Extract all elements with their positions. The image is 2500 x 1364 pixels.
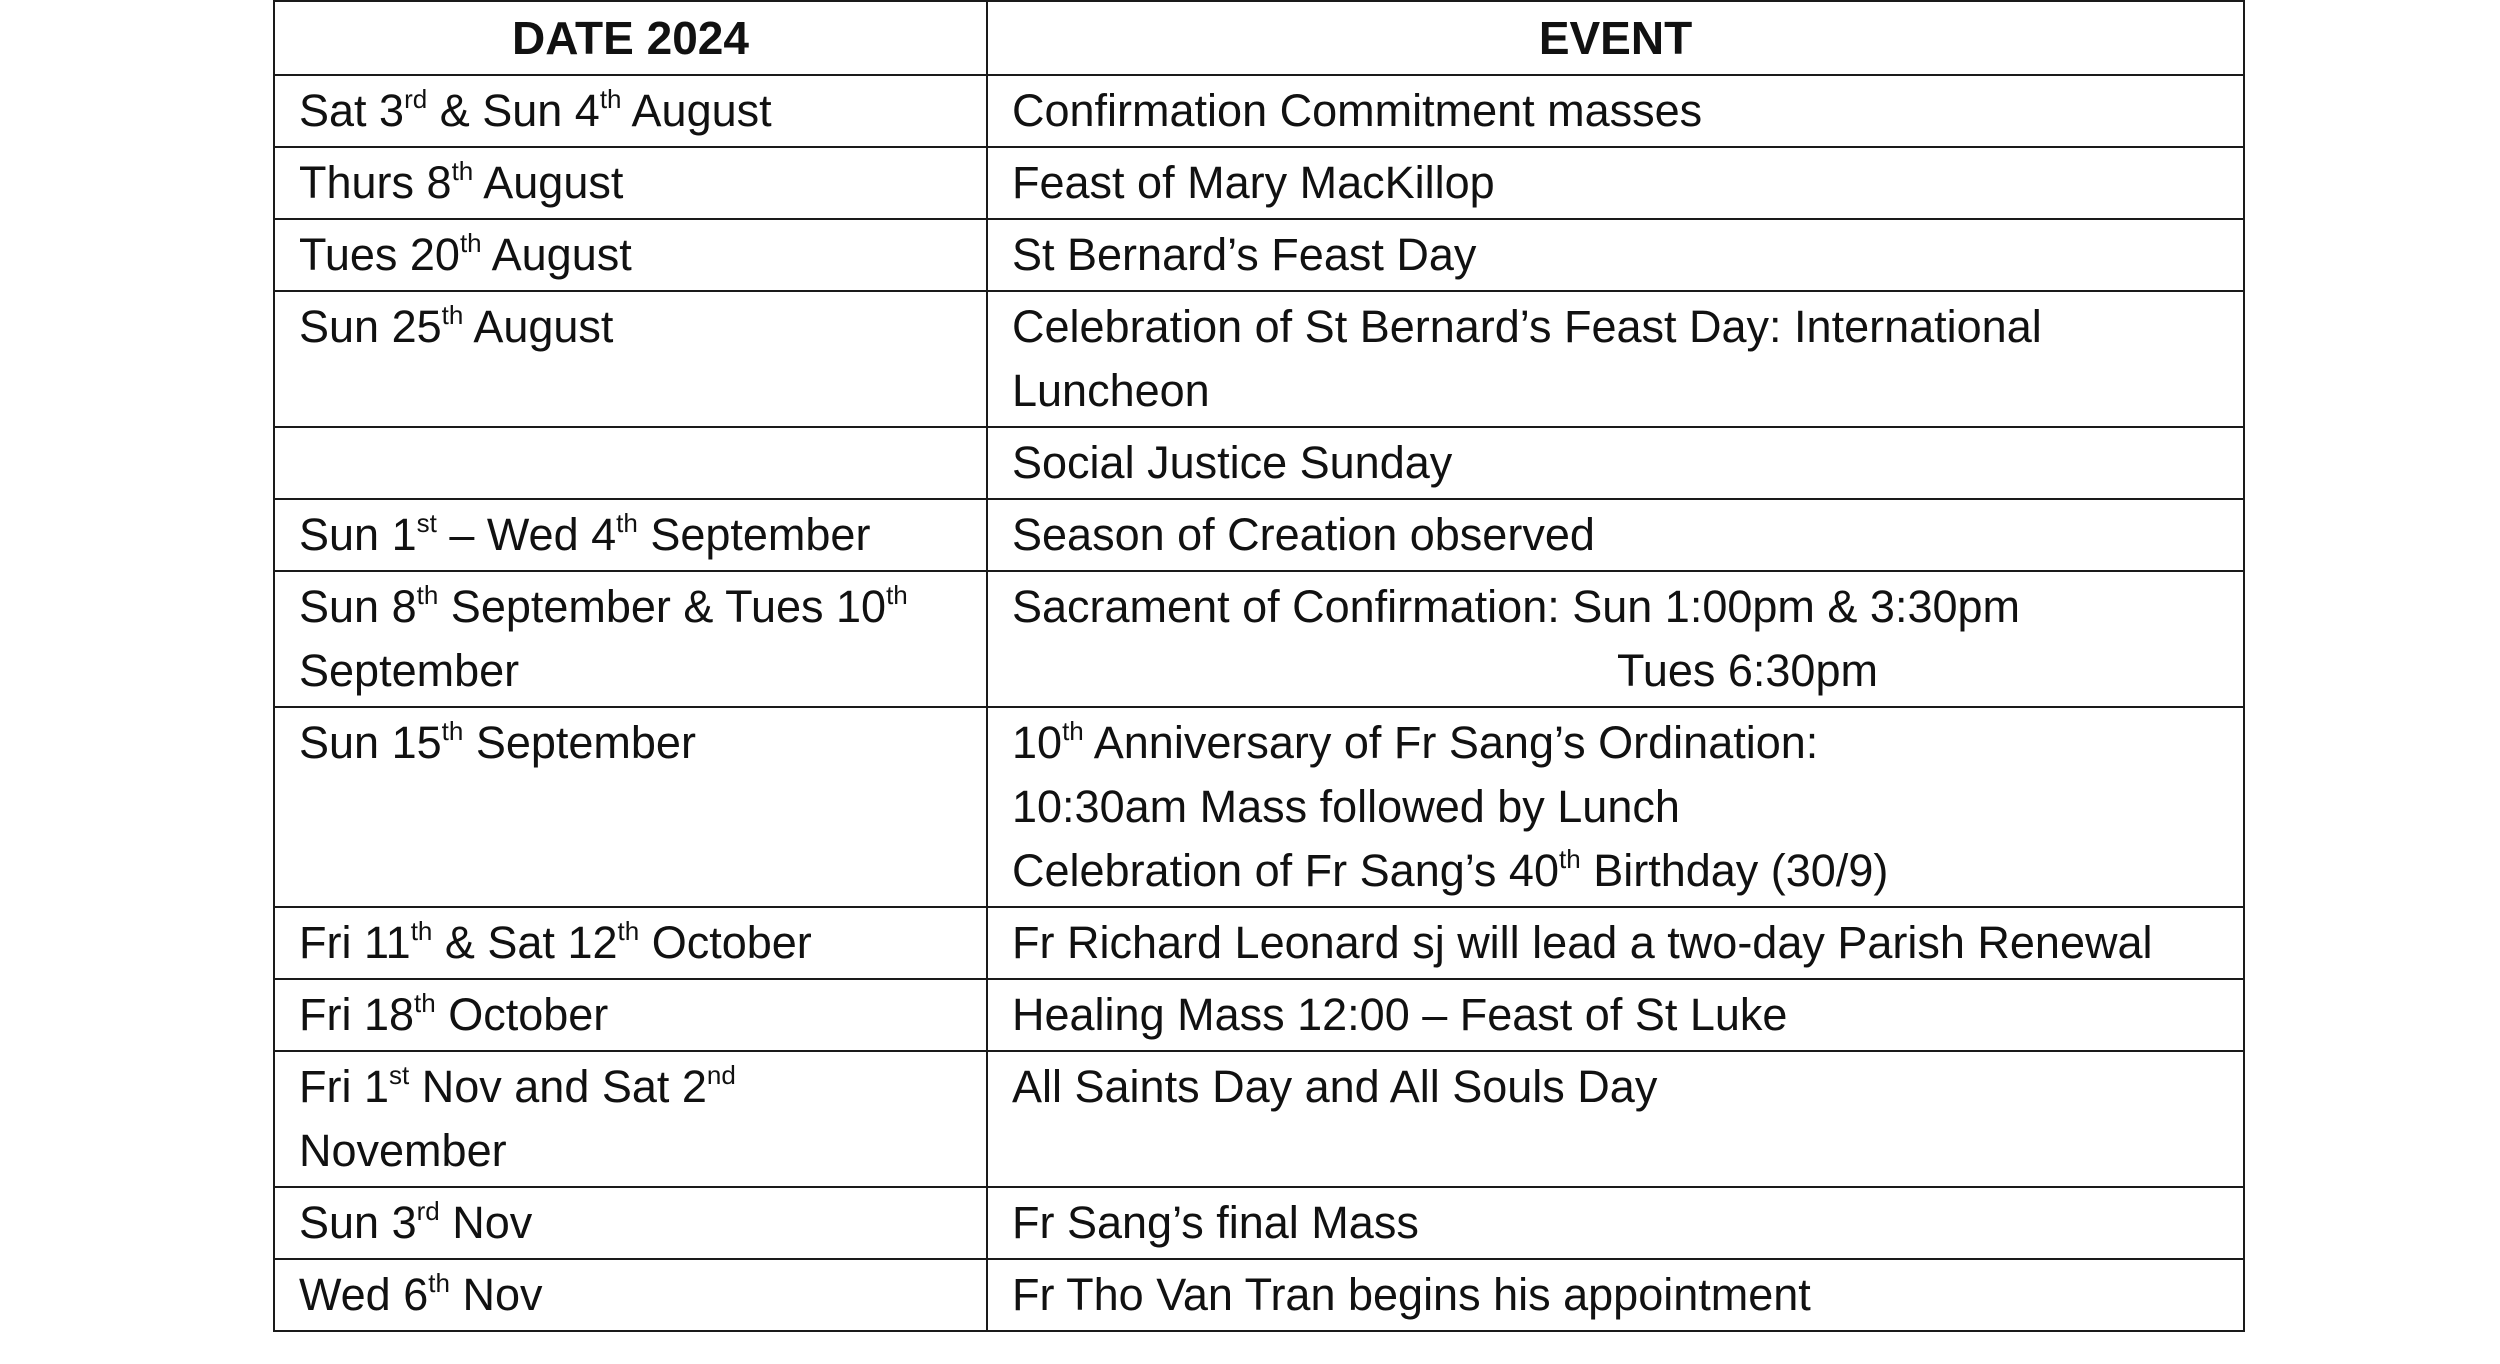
table-row [274, 291, 2244, 427]
ordinal-suffix: st [389, 1060, 410, 1090]
event-cell [987, 499, 2244, 571]
cell-text-line: Fri 11th & Sat 12th October [299, 916, 812, 968]
table-row [274, 427, 2244, 499]
event-cell [987, 979, 2244, 1051]
cell-text-line: Fri 1st Nov and Sat 2nd [299, 1060, 736, 1112]
ordinal-suffix: rd [404, 84, 428, 114]
table-row [274, 75, 2244, 147]
date-cell [274, 571, 987, 707]
ordinal-suffix: th [1559, 844, 1581, 874]
table-row [274, 571, 2244, 707]
table-row [274, 219, 2244, 291]
event-cell [987, 219, 2244, 291]
table-header-row [274, 1, 2244, 75]
ordinal-suffix: th [1062, 716, 1084, 746]
cell-text-line: St Bernard’s Feast Day [1012, 229, 1477, 280]
cell-text-line: Confirmation Commitment masses [1012, 85, 1703, 136]
date-cell [274, 907, 987, 979]
event-cell [987, 571, 2244, 707]
cell-text-line: Luncheon [1012, 365, 1210, 416]
ordinal-suffix: th [414, 988, 436, 1018]
table-row [274, 499, 2244, 571]
ordinal-suffix: th [616, 508, 638, 538]
cell-text-line: Sun 1st – Wed 4th September [299, 508, 871, 560]
ordinal-suffix: th [428, 1268, 450, 1298]
cell-text-line: Tues 6:30pm [1617, 645, 1878, 696]
event-cell [987, 291, 2244, 427]
cell-text-line: November [299, 1125, 507, 1176]
cell-text-line: Sun 8th September & Tues 10th [299, 580, 908, 632]
date-cell [274, 147, 987, 219]
cell-text-line: Celebration of St Bernard’s Feast Day: International [1012, 301, 2042, 352]
cell-text-line: Sat 3rd & Sun 4th August [299, 84, 772, 136]
ordinal-suffix: th [599, 84, 622, 114]
cell-text-line: September [299, 645, 520, 696]
table-row [274, 707, 2244, 907]
cell-text-line: Fr Tho Van Tran begins his appointment [1012, 1269, 1811, 1320]
cell-text-line: Tues 20th August [299, 228, 632, 280]
table-row [274, 1051, 2244, 1187]
cell-text-line: Fr Sang’s final Mass [1012, 1197, 1419, 1248]
cell-text-line: Sun 15th September [299, 716, 696, 768]
ordinal-suffix: st [416, 508, 437, 538]
cell-text-line: 10:30am Mass followed by Lunch [1012, 781, 1680, 832]
event-cell [987, 1051, 2244, 1187]
cell-text-line: Feast of Mary MacKillop [1012, 157, 1495, 208]
ordinal-suffix: nd [706, 1060, 736, 1090]
cell-text-line: Fr Richard Leonard sj will lead a two-day Parish Renewal [1012, 917, 2153, 968]
event-cell [987, 75, 2244, 147]
date-cell [274, 1051, 987, 1187]
table-row [274, 907, 2244, 979]
date-cell [274, 219, 987, 291]
ordinal-suffix: th [416, 580, 439, 610]
cell-text-line: Celebration of Fr Sang’s 40th Birthday (30/9) [1012, 844, 1889, 896]
date-cell [274, 979, 987, 1051]
date-cell [274, 427, 987, 499]
cell-text-line: Fri 18th October [299, 988, 609, 1040]
table-row [274, 1187, 2244, 1259]
cell-text-line: Season of Creation observed [1012, 509, 1595, 560]
date-cell [274, 1187, 987, 1259]
table-body [274, 75, 2244, 1331]
table-row [274, 1259, 2244, 1331]
date-cell [274, 75, 987, 147]
cell-text-line: Sacrament of Confirmation: Sun 1:00pm & 3:30pm [1012, 581, 2021, 632]
ordinal-suffix: th [441, 716, 464, 746]
cell-text-line: 10th Anniversary of Fr Sang’s Ordination: [1012, 716, 1819, 768]
event-cell [987, 427, 2244, 499]
date-cell [274, 707, 987, 907]
cell-text-line: Healing Mass 12:00 – Feast of St Luke [1012, 989, 1788, 1040]
table-row [274, 979, 2244, 1051]
event-cell [987, 1259, 2244, 1331]
cell-text-line: Sun 25th August [299, 300, 614, 352]
ordinal-suffix: th [459, 228, 482, 258]
ordinal-suffix: th [441, 300, 464, 330]
ordinal-suffix: th [451, 156, 474, 186]
cell-text-line: Sun 3rd Nov [299, 1196, 533, 1248]
cell-text-line: All Saints Day and All Souls Day [1012, 1061, 1658, 1112]
ordinal-suffix: th [886, 580, 908, 610]
cell-text-line: Social Justice Sunday [1012, 437, 1453, 488]
cell-text-line: Wed 6th Nov [299, 1268, 543, 1320]
table-row [274, 147, 2244, 219]
events-table [273, 0, 2245, 1332]
event-column-header: EVENT [987, 1, 2244, 75]
event-cell [987, 1187, 2244, 1259]
date-cell [274, 499, 987, 571]
ordinal-suffix: th [410, 916, 433, 946]
cell-text-line: Thurs 8th August [299, 156, 624, 208]
date-cell [274, 291, 987, 427]
date-column-header: DATE 2024 [274, 1, 987, 75]
ordinal-suffix: rd [416, 1196, 440, 1226]
event-cell [987, 707, 2244, 907]
event-cell [987, 147, 2244, 219]
event-cell [987, 907, 2244, 979]
ordinal-suffix: th [617, 916, 640, 946]
date-cell [274, 1259, 987, 1331]
